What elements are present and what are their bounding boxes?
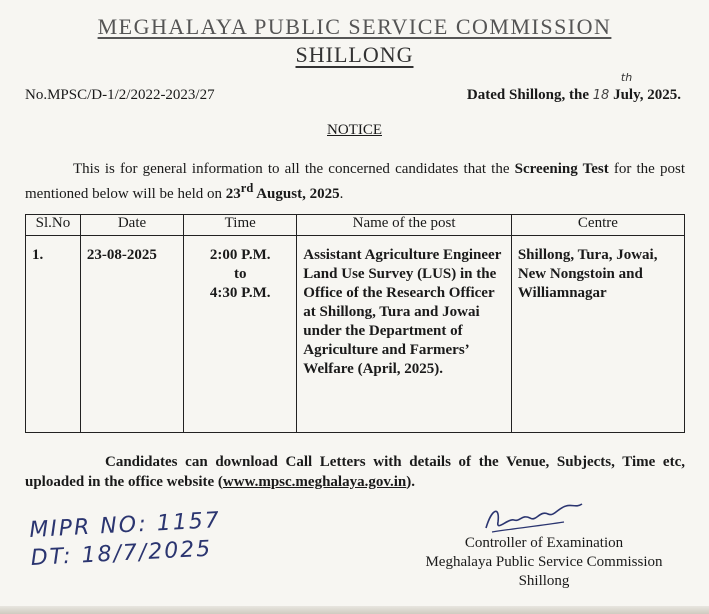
dated-suffix: July, 2025. bbox=[613, 87, 681, 103]
intro-text-1: This is for general information to all the concerned candidates that the bbox=[73, 161, 515, 177]
candidates-paragraph bbox=[25, 452, 685, 492]
website-link[interactable]: www.mpsc.meghalaya.gov.in bbox=[222, 474, 407, 490]
commission-heading: MEGHALAYA PUBLIC SERVICE COMMISSION bbox=[97, 14, 612, 39]
cell-time bbox=[184, 236, 297, 433]
signature-mark bbox=[478, 498, 588, 538]
place: Shillong bbox=[518, 573, 570, 589]
dated-prefix: Dated Shillong, the bbox=[466, 87, 590, 103]
signature-block bbox=[409, 534, 679, 591]
candidates-end: ). bbox=[406, 474, 416, 490]
page-bottom-edge bbox=[0, 606, 709, 614]
cell-slno: 1. bbox=[26, 236, 81, 433]
schedule-table bbox=[25, 214, 685, 433]
header-date: Date bbox=[80, 215, 183, 236]
intro-test-date bbox=[225, 181, 340, 202]
cell-date: 23-08-2025 bbox=[80, 236, 183, 433]
handwritten-mipr: MIPR NO: 1157 bbox=[28, 508, 222, 544]
header-post: Name of the post bbox=[297, 215, 512, 236]
header-slno: Sl.No bbox=[26, 215, 81, 236]
organisation: Meghalaya Public Service Commission bbox=[425, 554, 663, 570]
time-end: 4:30 P.M. bbox=[209, 285, 271, 301]
table-header-row bbox=[26, 215, 685, 236]
intro-bold-screening: Screening Test bbox=[514, 161, 609, 177]
notice-intro bbox=[25, 160, 685, 204]
candidates-text: Candidates can download Call Letters with details of the Venue, Subjects, Time etc, uploaded in the office website ( bbox=[25, 454, 685, 490]
designation: Controller of Examination bbox=[464, 535, 624, 551]
header-centre: Centre bbox=[511, 215, 684, 236]
dated-line bbox=[466, 71, 681, 104]
handwritten-date: DT: 18/7/2025 bbox=[30, 536, 213, 571]
handwritten-note bbox=[29, 507, 223, 573]
intro-text-2: for the post mentioned below will be held on bbox=[25, 161, 685, 202]
dated-day: 18 bbox=[592, 88, 610, 103]
notice-title: NOTICE bbox=[327, 122, 382, 138]
intro-end: . bbox=[339, 186, 344, 202]
header-time: Time bbox=[184, 215, 297, 236]
reference-number: No.MPSC/D-1/2/2022-2023/27 bbox=[25, 87, 215, 103]
test-day: 23 bbox=[225, 186, 241, 202]
dated-day-suffix: th bbox=[620, 71, 633, 84]
cell-post: Assistant Agriculture Engineer Land Use Survey (LUS) in the Office of the Research Officer at Shillong, Tura and Jowai under the Department of Agriculture and Farmers’ Welfare (April, 2025). bbox=[297, 236, 512, 433]
time-start: 2:00 P.M. bbox=[209, 247, 271, 263]
test-date-rest: August, 2025 bbox=[253, 186, 340, 202]
city-heading: SHILLONG bbox=[295, 42, 414, 67]
table-row bbox=[26, 236, 685, 433]
test-day-suffix: rd bbox=[240, 181, 254, 195]
cell-centre: Shillong, Tura, Jowai, New Nongstoin and Williamnagar bbox=[511, 236, 684, 433]
time-to: to bbox=[233, 266, 247, 282]
